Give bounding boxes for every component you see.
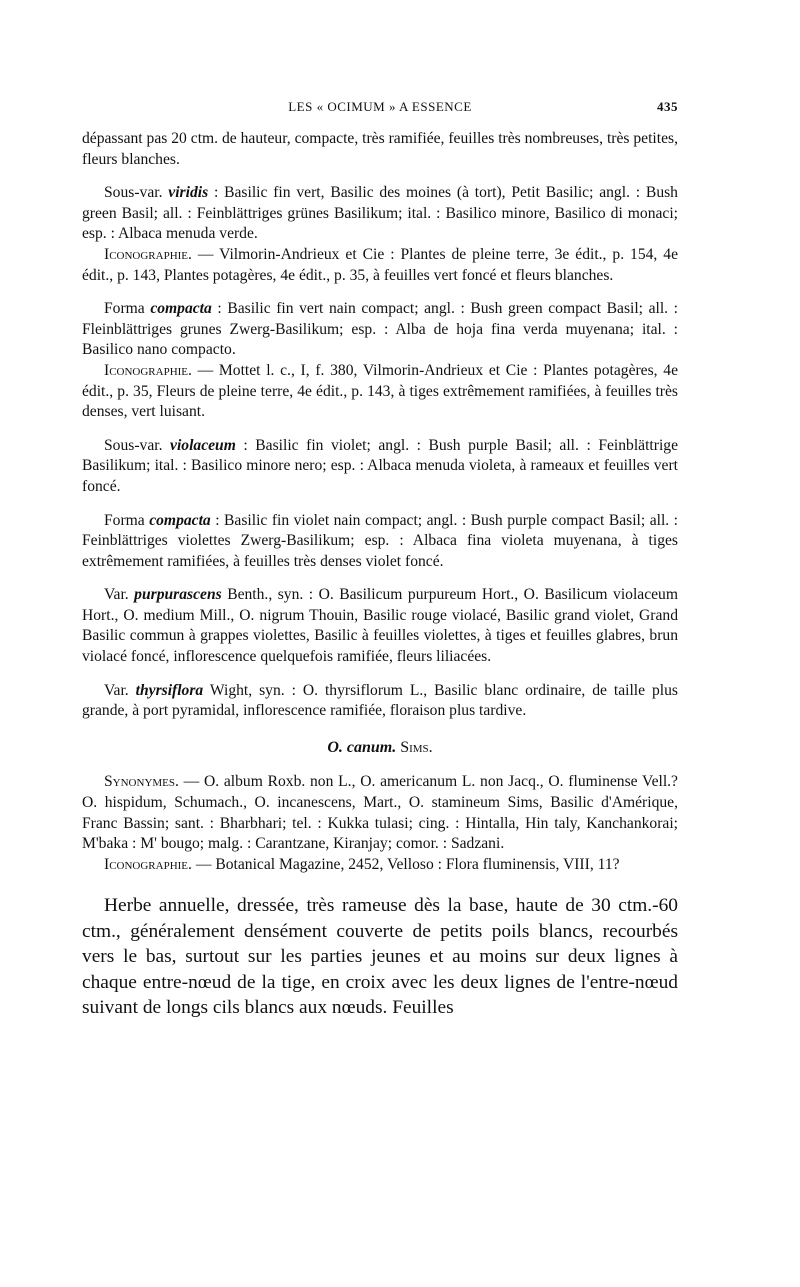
paragraph-description: Herbe annuelle, dressée, très rameuse dès la base, haute de 30 ctm.-60 ctm., généralement densément couverte de petits poils blancs, recourbés vers le bas, surtout sur les parties jeunes et au moins sur deux lignes à chaque entre-nœud de la tige, en croix avec les deux lignes de l'entre-nœud suivant de longs cils blancs aux nœuds. Feuilles (82, 895, 678, 1019)
paragraph-thyrsiflora (82, 681, 678, 722)
running-title: LES « OCIMUM » A ESSENCE (288, 99, 472, 114)
taxon-name: violaceum (170, 436, 236, 454)
paragraph-text: — O. album Roxb. non L., O. americanum L. non Jacq., O. fluminense Vell.? O. hispidum, Schumach., O. incanescens, Mart., O. stamineum Sims, Basilic d'Amérique, Franc Bassin; sant. : Bharbhari; tel. : Kukka tulasi; cing. : Hintalla, Hin taly, Kanchankorai; M'baka : M' bougo; malg. : Carantzane, Kiranjay; comor. : Sadzani. (82, 773, 678, 853)
paragraph-text: : Basilic fin vert nain compact; angl. : Bush green compact Basil; all. : Fleinblättriges grunes Zwerg-Basilikum; esp. : Alba de hoja fina verda muyenana; ital. : Basilico nano compacto. (82, 300, 678, 359)
taxon-name: compacta (150, 300, 212, 318)
paragraph-forma-compacta-violet (82, 511, 678, 573)
paragraph-text: : Basilic fin violet nain compact; angl. : Bush purple compact Basil; all. : Feinblättriges violettes Zwerg-Basilikum; esp. : Albaca fina violeta muyenana, à tiges extrêmement ramifiées, à feuilles très denses violet foncé. (82, 511, 679, 570)
paragraph-purpurascens (82, 585, 678, 667)
paragraph-viridis (82, 183, 678, 245)
species-name: O. canum. (327, 738, 397, 756)
taxon-name: viridis (168, 184, 209, 202)
section-label: Synonymes. (104, 773, 179, 791)
paragraph-iconographie-3 (82, 855, 678, 876)
section-label: Iconographie. (104, 855, 192, 873)
rank-label: Var. (104, 586, 129, 604)
body-text (82, 129, 678, 1020)
paragraph-continuation: dépassant pas 20 ctm. de hauteur, compacte, très ramifiée, feuilles très nombreuses, très petites, fleurs blanches. (82, 130, 678, 168)
paragraph-text: — Mottet l. c., I, f. 380, Vilmorin-Andrieux et Cie : Plantes potagères, 4e édit., p. 35, Fleurs de pleine terre, 4e édit., p. 143, à tiges extrêmement ramifiées, à feuilles très denses, vert luisant. (82, 361, 678, 421)
paragraph-iconographie-2 (82, 361, 678, 423)
paragraph-text: Benth., syn. : O. Basilicum purpureum Hort., O. Basilicum violaceum Hort., O. medium Mill., O. nigrum Thouin, Basilic rouge violacé, Basilic grand violet, Grand Basilic commun à grappes violettes, Basilic à feuilles violettes, à tiges et feuilles glabres, brun violacé foncé, inflorescence quelquefois ramifiée, fleurs liliacées. (82, 586, 678, 666)
paragraph-text: : Basilic fin vert, Basilic des moines (à tort), Petit Basilic; angl. : Bush green Basil; all. : Feinblättriges grünes Basilikum; ital. : Basilico minore, Basilico di monaci; esp. : Albaca menuda verde. (82, 184, 678, 243)
paragraph-text: Wight, syn. : O. thyrsiflorum L., Basilic blanc ordinaire, de taille plus grande, à port pyramidal, inflorescence ramifiée, floraison plus tardive. (82, 681, 678, 720)
rank-label: Sous-var. (104, 184, 163, 202)
taxon-name: thyrsiflora (135, 681, 204, 699)
paragraph-forma-compacta (82, 299, 678, 361)
paragraph-violaceum (82, 436, 678, 498)
species-heading (82, 738, 678, 759)
paragraph-iconographie-1 (82, 245, 678, 286)
rank-label: Forma (104, 300, 145, 318)
taxon-name: purpurascens (134, 586, 222, 604)
taxon-name: compacta (149, 511, 211, 529)
page-number: 435 (657, 99, 678, 114)
section-label: Iconographie. (104, 361, 192, 379)
paragraph-synonymes (82, 772, 678, 854)
rank-label: Var. (104, 681, 129, 699)
paragraph-text: — Botanical Magazine, 2452, Velloso : Flora fluminensis, VIII, 11? (195, 855, 620, 873)
species-author: Sims. (400, 738, 433, 756)
rank-label: Forma (104, 511, 145, 529)
rank-label: Sous-var. (104, 436, 163, 454)
section-label: Iconographie. (104, 245, 192, 263)
paragraph-text: : Basilic fin violet; angl. : Bush purple Basil; all. : Feinblättrige Basilikum; ital. : Basilico minore nero; esp. : Albaca menuda violeta, à rameaux et feuilles vert foncé. (82, 436, 678, 495)
running-header (82, 99, 678, 119)
paragraph-text: — Vilmorin-Andrieux et Cie : Plantes de pleine terre, 3e édit., p. 154, 4e édit., p. 143, Plantes potagères, 4e édit., p. 35, à feuilles vert foncé et fleurs blanches. (82, 245, 678, 284)
